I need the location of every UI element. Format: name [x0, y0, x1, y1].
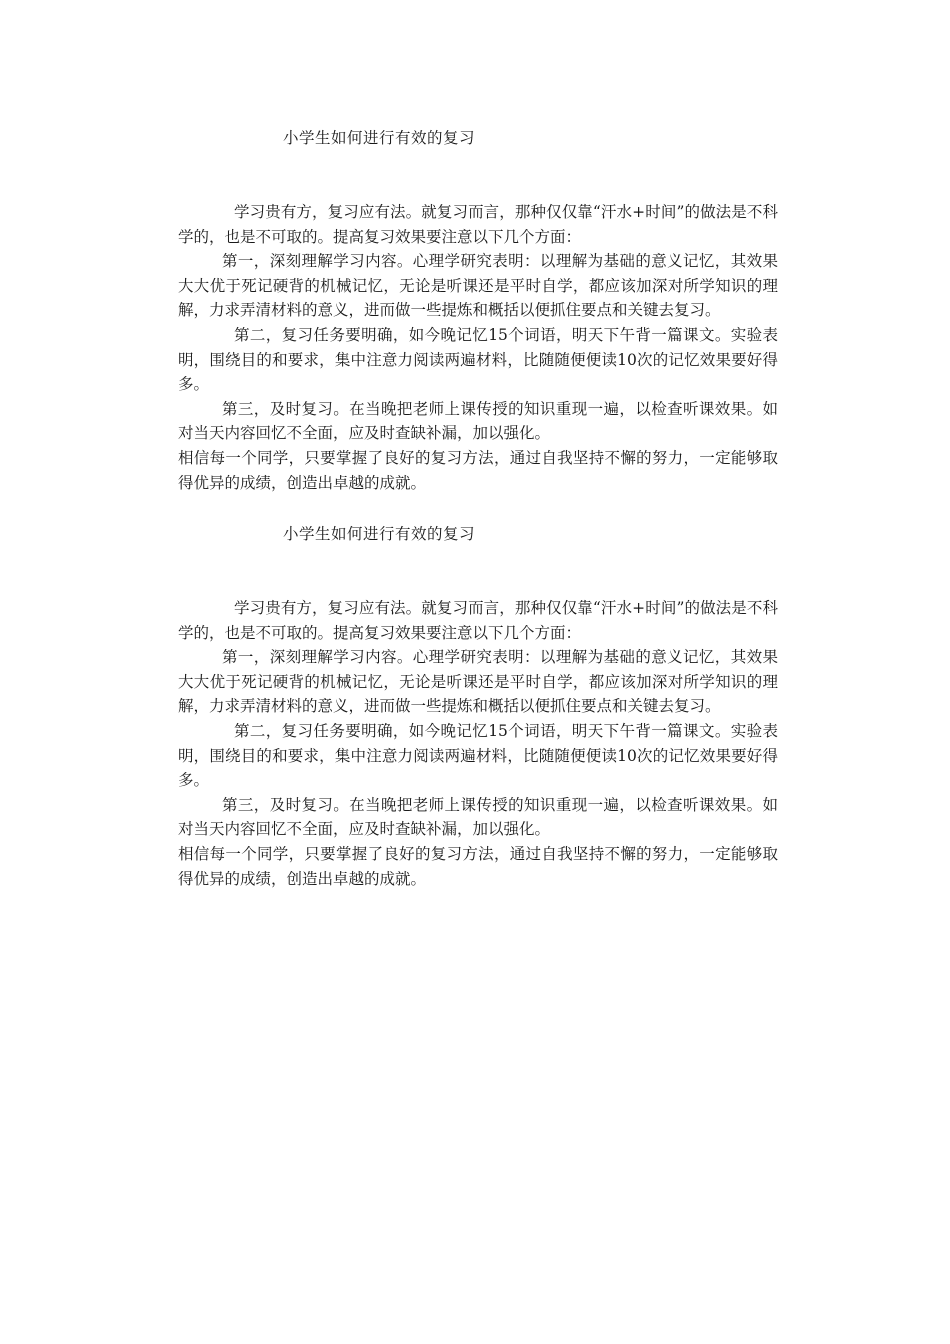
paragraph-point-1: 第一，深刻理解学习内容。心理学研究表明：以理解为基础的意义记忆，其效果大大优于死记硬背的机械记忆，无论是听课还是平时自学，都应该加深对所学知识的理解，力求弄清材料的意义，进而做一些提炼和概括以便抓住要点和关键去复习。 [178, 648, 778, 716]
paragraph-point-3: 第三，及时复习。在当晚把老师上课传授的知识重现一遍，以检查听课效果。如对当天内容回忆不全面，应及时查缺补漏，加以强化。 [178, 399, 778, 443]
paragraph-intro: 学习贵有方，复习应有法。就复习而言，那种仅仅靠“汗水+时间”的做法是不科学的，也是不可取的。提高复习效果要注意以下几个方面： [178, 599, 778, 642]
paragraph-point-2: 第二，复习任务要明确，如今晚记忆15个词语，明天下午背一篇课文。实验表明，围绕目的和要求，集中注意力阅读两遍材料，比随随便便读10次的记忆效果要好得多。 [178, 721, 778, 790]
paragraph-conclusion: 相信每一个同学，只要掌握了良好的复习方法，通过自我坚持不懈的努力，一定能够取得优异的成绩，创造出卓越的成就。 [178, 844, 778, 888]
article-2 [178, 522, 778, 891]
paragraph-intro: 学习贵有方，复习应有法。就复习而言，那种仅仅靠“汗水+时间”的做法是不科学的，也是不可取的。提高复习效果要注意以下几个方面： [178, 203, 778, 246]
article-1 [178, 126, 778, 495]
paragraph-conclusion: 相信每一个同学，只要掌握了良好的复习方法，通过自我坚持不懈的努力，一定能够取得优异的成绩，创造出卓越的成就。 [178, 448, 778, 492]
article-title: 小学生如何进行有效的复习 [283, 525, 476, 543]
title-gap [178, 150, 778, 200]
paragraph-point-1: 第一，深刻理解学习内容。心理学研究表明：以理解为基础的意义记忆，其效果大大优于死记硬背的机械记忆，无论是听课还是平时自学，都应该加深对所学知识的理解，力求弄清材料的意义，进而做一些提炼和概括以便抓住要点和关键去复习。 [178, 252, 778, 320]
paragraph-point-3: 第三，及时复习。在当晚把老师上课传授的知识重现一遍，以检查听课效果。如对当天内容回忆不全面，应及时查缺补漏，加以强化。 [178, 795, 778, 839]
title-gap [178, 546, 778, 596]
article-title: 小学生如何进行有效的复习 [283, 129, 476, 147]
paragraph-point-2: 第二，复习任务要明确，如今晚记忆15个词语，明天下午背一篇课文。实验表明，围绕目的和要求，集中注意力阅读两遍材料，比随随便便读10次的记忆效果要好得多。 [178, 325, 778, 394]
